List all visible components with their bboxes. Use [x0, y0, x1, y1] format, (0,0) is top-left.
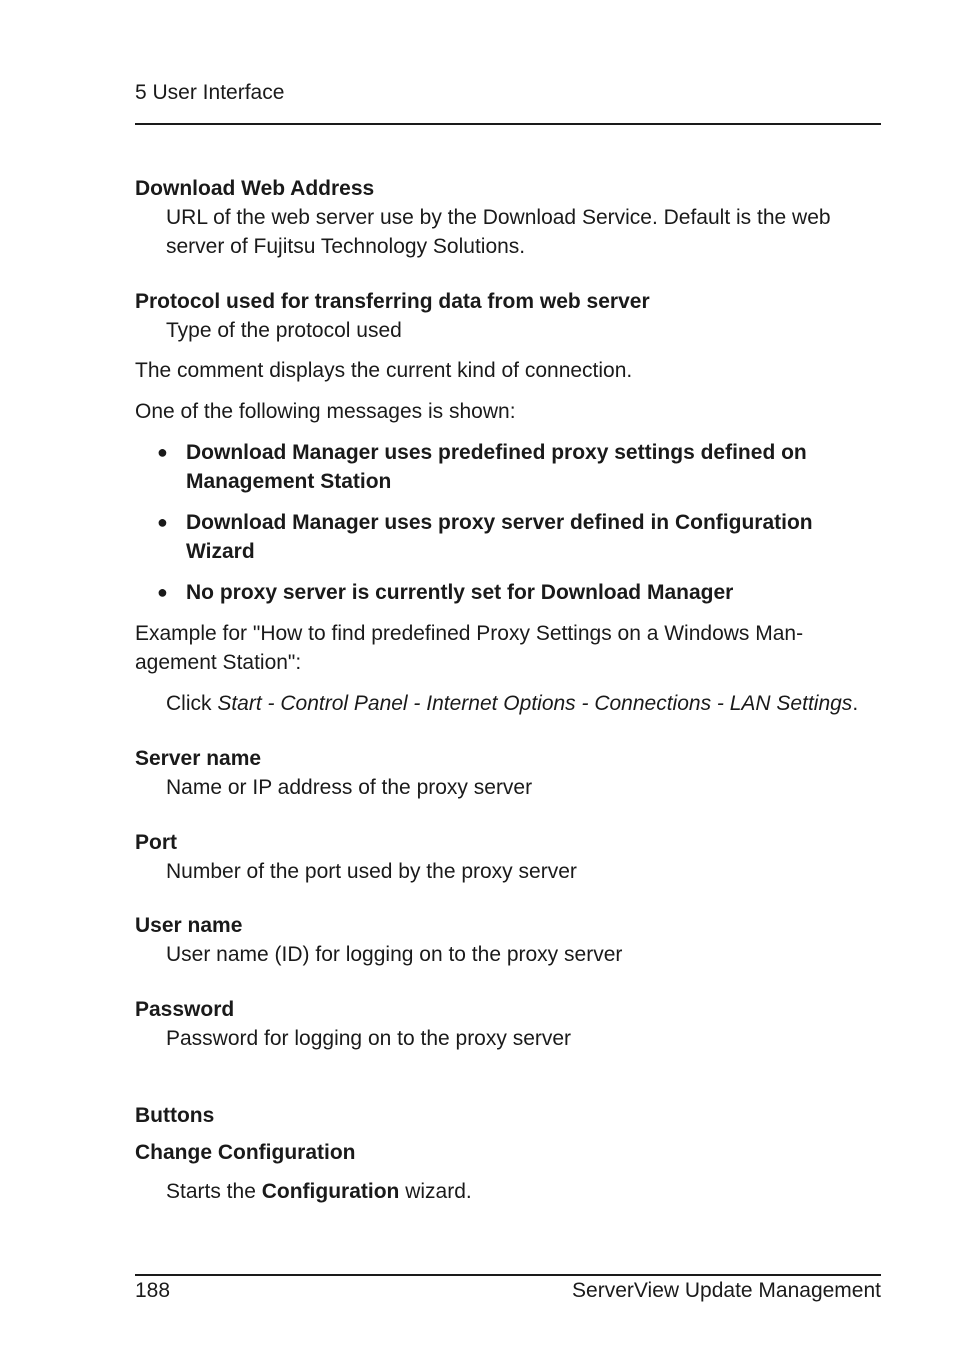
- bullet-icon: ●: [157, 582, 168, 602]
- term-download-web-address: Download Web Address: [135, 177, 375, 200]
- running-header: 5 User Interface: [135, 81, 285, 104]
- term-protocol: Protocol used for transferring data from web server: [135, 290, 650, 313]
- desc-user-name: User name (ID) for logging on to the proxy server: [166, 943, 623, 966]
- bullet-icon: ●: [157, 442, 168, 462]
- example-click-instruction: Click Start - Control Panel - Internet Options - Connections - LAN Settings.: [166, 692, 859, 715]
- message-item: ● Download Manager uses predefined proxy settings defined on Management Station: [135, 438, 881, 496]
- example-paragraph: Example for "How to find predefined Proxy Settings on a Windows Man-agement Station":: [135, 622, 804, 674]
- term-change-configuration: Change Configuration: [135, 1141, 356, 1164]
- messages-intro: One of the following messages is shown:: [135, 400, 516, 423]
- term-port: Port: [135, 831, 177, 854]
- term-server-name: Server name: [135, 747, 262, 770]
- message-item: ● No proxy server is currently set for Download Manager: [135, 578, 881, 607]
- desc-change-configuration: Starts the Configuration wizard.: [166, 1180, 472, 1203]
- bullet-icon: ●: [157, 512, 168, 532]
- desc-server-name: Name or IP address of the proxy server: [166, 776, 533, 799]
- buttons-heading: Buttons: [135, 1104, 215, 1127]
- comment-paragraph: The comment displays the current kind of connection.: [135, 359, 633, 382]
- header-rule: [135, 123, 881, 125]
- page-body: [135, 174, 881, 1206]
- desc-download-web-address: URL of the web server use by the Download Service. Default is the web server of Fujitsu Technology Solutions.: [166, 206, 831, 258]
- running-footer: [135, 1276, 881, 1305]
- page-number: 188: [135, 1279, 171, 1302]
- desc-port: Number of the port used by the proxy server: [166, 860, 577, 883]
- product-name: ServerView Update Management: [572, 1279, 881, 1302]
- desc-protocol: Type of the protocol used: [166, 319, 402, 342]
- term-password: Password: [135, 998, 235, 1021]
- menu-path: Start - Control Panel - Internet Options - Connections - LAN Settings: [217, 692, 853, 715]
- desc-password: Password for logging on to the proxy server: [166, 1027, 572, 1050]
- messages-list: [135, 438, 881, 607]
- message-item: ● Download Manager uses proxy server defined in Configuration Wizard: [135, 508, 881, 566]
- term-user-name: User name: [135, 914, 243, 937]
